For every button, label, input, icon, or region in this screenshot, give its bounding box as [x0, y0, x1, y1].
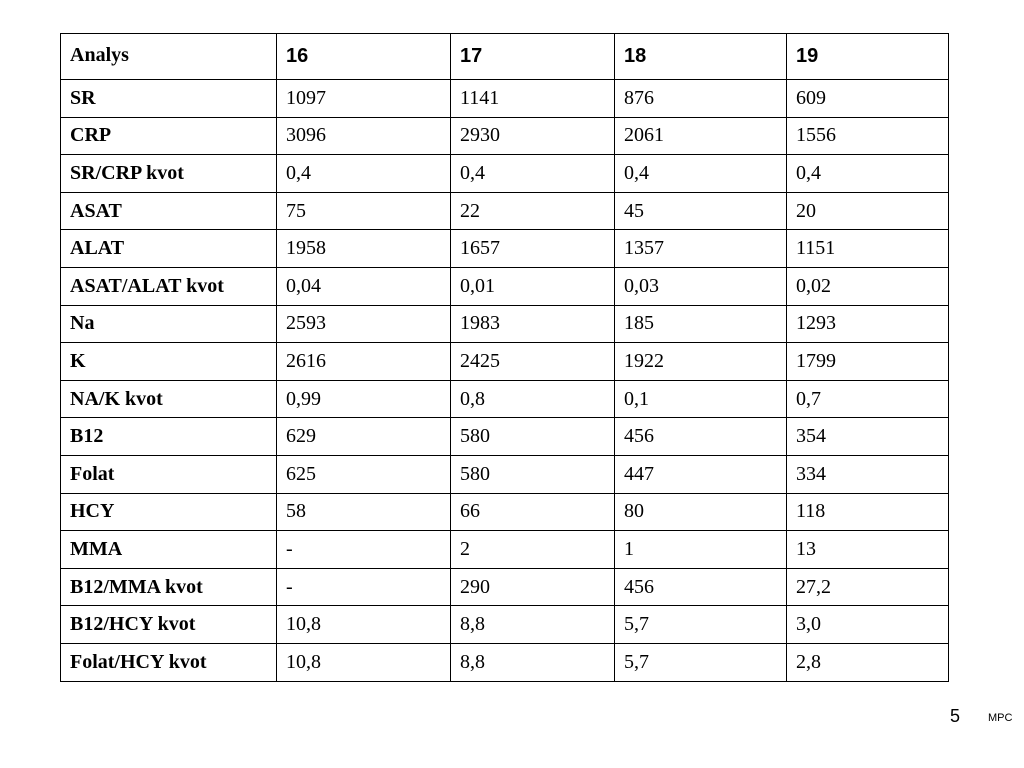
footer-tag: MPC [988, 712, 1013, 724]
table-row [61, 80, 949, 118]
value-cell: 22 [451, 192, 615, 230]
row-label-cell: SR [61, 80, 277, 118]
value-cell: 580 [451, 455, 615, 493]
value-cell: 66 [451, 493, 615, 531]
row-label-cell: MMA [61, 531, 277, 569]
table-row [61, 343, 949, 381]
row-label-cell: B12 [61, 418, 277, 456]
value-cell: 80 [615, 493, 787, 531]
value-cell: 2593 [277, 305, 451, 343]
value-cell: 0,02 [787, 267, 949, 305]
row-label-cell: B12/MMA kvot [61, 568, 277, 606]
value-cell: 2616 [277, 343, 451, 381]
value-cell: 456 [615, 418, 787, 456]
table-row [61, 305, 949, 343]
table-body [61, 34, 949, 682]
table-row [61, 380, 949, 418]
row-label-cell: ASAT [61, 192, 277, 230]
value-cell: 1657 [451, 230, 615, 268]
value-cell: 27,2 [787, 568, 949, 606]
value-cell: 3,0 [787, 606, 949, 644]
table-row [61, 418, 949, 456]
value-cell: 13 [787, 531, 949, 569]
value-cell: 118 [787, 493, 949, 531]
header-year-cell: 16 [277, 34, 451, 80]
value-cell: 0,99 [277, 380, 451, 418]
row-label-cell: CRP [61, 117, 277, 155]
value-cell: 1958 [277, 230, 451, 268]
value-cell: 58 [277, 493, 451, 531]
table-row [61, 643, 949, 681]
table-row [61, 493, 949, 531]
value-cell: 1293 [787, 305, 949, 343]
row-label-cell: NA/K kvot [61, 380, 277, 418]
row-label-cell: Na [61, 305, 277, 343]
row-label-cell: SR/CRP kvot [61, 155, 277, 193]
value-cell: 0,04 [277, 267, 451, 305]
value-cell: 0,01 [451, 267, 615, 305]
slide-number: 5 [950, 706, 961, 726]
value-cell: 1357 [615, 230, 787, 268]
value-cell: 447 [615, 455, 787, 493]
value-cell: 1922 [615, 343, 787, 381]
value-cell: 456 [615, 568, 787, 606]
value-cell: 609 [787, 80, 949, 118]
value-cell: 5,7 [615, 643, 787, 681]
value-cell: - [277, 531, 451, 569]
value-cell: 0,4 [277, 155, 451, 193]
row-label-cell: ASAT/ALAT kvot [61, 267, 277, 305]
row-label-cell: HCY [61, 493, 277, 531]
value-cell: 625 [277, 455, 451, 493]
value-cell: 8,8 [451, 606, 615, 644]
value-cell: 580 [451, 418, 615, 456]
row-label-cell: B12/HCY kvot [61, 606, 277, 644]
value-cell: - [277, 568, 451, 606]
value-cell: 2425 [451, 343, 615, 381]
value-cell: 10,8 [277, 606, 451, 644]
table-row [61, 455, 949, 493]
value-cell: 0,1 [615, 380, 787, 418]
value-cell: 2930 [451, 117, 615, 155]
analysis-table [60, 33, 949, 682]
value-cell: 3096 [277, 117, 451, 155]
table-row [61, 230, 949, 268]
table-row [61, 267, 949, 305]
value-cell: 0,7 [787, 380, 949, 418]
value-cell: 0,4 [615, 155, 787, 193]
row-label-cell: Folat/HCY kvot [61, 643, 277, 681]
table-row [61, 531, 949, 569]
value-cell: 1151 [787, 230, 949, 268]
value-cell: 1799 [787, 343, 949, 381]
header-year-cell: 17 [451, 34, 615, 80]
header-label-cell: Analys [61, 34, 277, 80]
value-cell: 8,8 [451, 643, 615, 681]
value-cell: 0,03 [615, 267, 787, 305]
value-cell: 354 [787, 418, 949, 456]
table-header-row [61, 34, 949, 80]
table-row [61, 117, 949, 155]
value-cell: 75 [277, 192, 451, 230]
value-cell: 1983 [451, 305, 615, 343]
table-row [61, 606, 949, 644]
value-cell: 185 [615, 305, 787, 343]
value-cell: 5,7 [615, 606, 787, 644]
value-cell: 1 [615, 531, 787, 569]
value-cell: 2 [451, 531, 615, 569]
row-label-cell: ALAT [61, 230, 277, 268]
value-cell: 1141 [451, 80, 615, 118]
value-cell: 629 [277, 418, 451, 456]
value-cell: 2,8 [787, 643, 949, 681]
value-cell: 1097 [277, 80, 451, 118]
value-cell: 20 [787, 192, 949, 230]
value-cell: 334 [787, 455, 949, 493]
table-row [61, 155, 949, 193]
value-cell: 45 [615, 192, 787, 230]
table-row [61, 568, 949, 606]
value-cell: 1556 [787, 117, 949, 155]
value-cell: 876 [615, 80, 787, 118]
row-label-cell: Folat [61, 455, 277, 493]
value-cell: 0,4 [787, 155, 949, 193]
value-cell: 0,4 [451, 155, 615, 193]
value-cell: 10,8 [277, 643, 451, 681]
header-year-cell: 19 [787, 34, 949, 80]
row-label-cell: K [61, 343, 277, 381]
value-cell: 290 [451, 568, 615, 606]
table-row [61, 192, 949, 230]
value-cell: 0,8 [451, 380, 615, 418]
value-cell: 2061 [615, 117, 787, 155]
header-year-cell: 18 [615, 34, 787, 80]
